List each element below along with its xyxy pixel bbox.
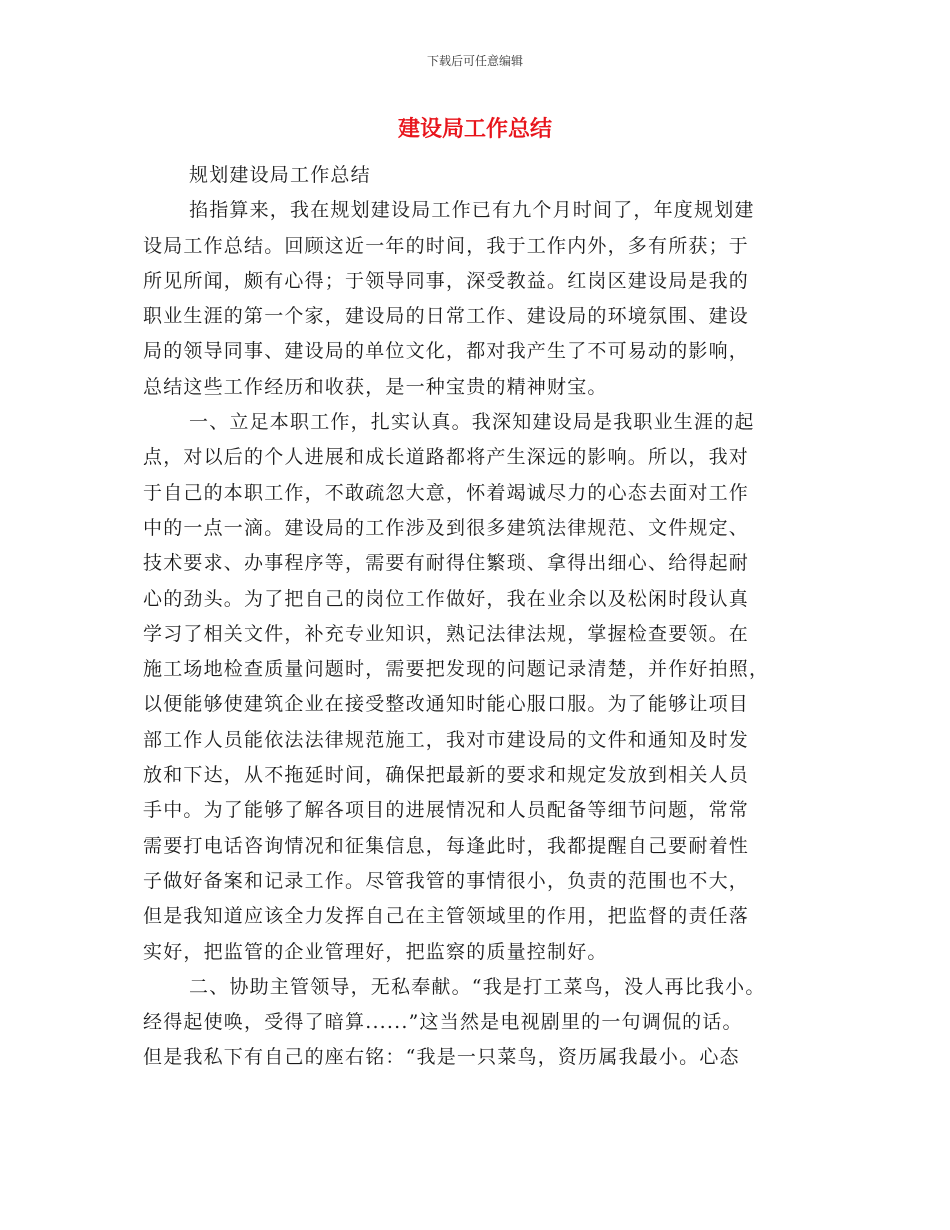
text-line: 但是我知道应该全力发挥自己在主管领域里的作用，把监督的责任落 (143, 905, 750, 928)
text-line: 于自己的本职工作，不敢疏忽大意，怀着竭诚尽力的心态去面对工作 (143, 481, 750, 504)
header-note: 下载后可任意编辑 (426, 54, 523, 68)
text-line: 需要打电话咨询情况和征集信息，每逢此时，我都提醒自己要耐着性 (143, 834, 750, 857)
text-line: 心的劲头。为了把自己的岗位工作做好，我在业余以及松闲时段认真 (143, 587, 750, 610)
text-line: 规划建设局工作总结 (189, 164, 371, 186)
text-line: 总结这些工作经历和收获，是一种宝贵的精神财宝。 (143, 375, 608, 398)
text-line: 二、协助主管领导，无私奉献。“我是打工菜鸟，没人再比我小。 (189, 975, 766, 998)
text-line: 一、立足本职工作，扎实认真。我深知建设局是我职业生涯的起 (189, 411, 755, 434)
text-line: 以便能够使建筑企业在接受整改通知时能心服口服。为了能够让项目 (143, 693, 750, 716)
document-body (143, 158, 803, 1076)
text-line: 中的一点一滴。建设局的工作涉及到很多建筑法律规范、文件规定、 (143, 516, 750, 539)
text-line: 部工作人员能依法法律规范施工，我对市建设局的文件和通知及时发 (143, 728, 750, 751)
text-line: 经得起使唤，受得了暗算......”这当然是电视剧里的一句调侃的话。 (143, 1011, 743, 1034)
text-line: 但是我私下有自己的座右铭：“我是一只菜鸟，资历属我最小。心态 (143, 1046, 740, 1069)
document-title: 建设局工作总结 (397, 117, 552, 142)
text-line: 设局工作总结。回顾这近一年的时间，我于工作内外，多有所获；于 (143, 234, 750, 257)
text-line: 技术要求、办事程序等，需要有耐得住繁琐、拿得出细心、给得起耐 (143, 552, 750, 575)
text-line: 点，对以后的个人进展和成长道路都将产生深远的影响。所以，我对 (143, 446, 750, 469)
text-line: 子做好备案和记录工作。尽管我管的事情很小，负责的范围也不大， (143, 869, 750, 892)
text-line: 放和下达，从不拖延时间，确保把最新的要求和规定发放到相关人员 (143, 764, 750, 787)
text-line: 实好，把监管的企业管理好，把监察的质量控制好。 (143, 940, 608, 963)
text-line: 学习了相关文件，补充专业知识，熟记法律法规，掌握检查要领。在 (143, 622, 750, 645)
text-line: 掐指算来，我在规划建设局工作已有九个月时间了，年度规划建 (189, 199, 755, 222)
text-line: 手中。为了能够了解各项目的进展情况和人员配备等细节问题，常常 (143, 799, 750, 822)
text-line: 职业生涯的第一个家，建设局的日常工作、建设局的环境氛围、建设 (143, 305, 750, 328)
text-line: 施工场地检查质量问题时，需要把发现的问题记录清楚，并作好拍照， (143, 658, 770, 681)
text-line: 所见所闻，颇有心得；于领导同事，深受教益。红岗区建设局是我的 (143, 269, 750, 292)
text-line: 局的领导同事、建设局的单位文化，都对我产生了不可易动的影响， (143, 340, 750, 363)
